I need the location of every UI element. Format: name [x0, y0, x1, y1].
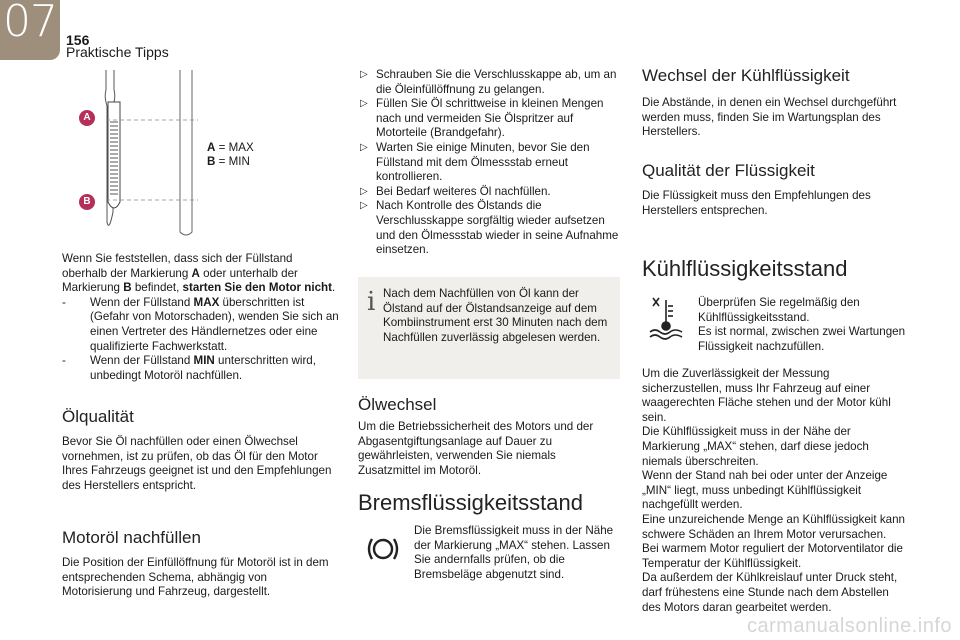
heading-oil-refill: Motoröl nachfüllen	[62, 528, 201, 547]
oil-change-text: Um die Betriebssicherheit des Motors und der Abgasentgiftungsanlage auf Dauer zu gewährleisten, verwenden Sie niemals Zusatzmittel im Motoröl.	[358, 420, 594, 477]
coolant-change-text: Die Abstände, in denen ein Wechsel durchgeführt werden muss, finden Sie im Wartungsplan des Herstellers.	[642, 96, 897, 139]
page-number: 156	[66, 32, 90, 48]
fluid-quality-text: Die Flüssigkeit muss den Empfehlungen des Herstellers entsprechen.	[642, 189, 871, 217]
paragraph: Die Kühlflüssigkeit muss in der Nähe der Markierung „MAX“ stehen, darf diese jedoch niemals überschreiten.	[642, 425, 869, 468]
watermark: carmanualsonline.info	[746, 615, 952, 637]
list-item: - Wenn der Füllstand MIN unterschritten wird, unbedingt Motoröl nachfüllen.	[62, 354, 316, 382]
paragraph: Da außerdem der Kühlkreislauf unter Druck steht, darf frühestens eine Stunde nach dem Abstellen des Motors daran gearbeitet werden.	[642, 571, 898, 614]
list-item: ▷ Füllen Sie Öl schrittweise in kleinen Mengen nach und vermeiden Sie Ölspritzer auf Motorteile (Brandgefahr).	[360, 97, 604, 140]
heading-fluid-quality: Qualität der Flüssigkeit	[642, 161, 815, 180]
paragraph: Bei warmem Motor reguliert der Motorventilator die Temperatur der Kühlflüssigkeit.	[642, 542, 903, 570]
list-item: ▷ Bei Bedarf weiteres Öl nachfüllen.	[360, 184, 551, 198]
paragraph: Wenn der Stand nah bei oder unter der Anzeige „MIN“ liegt, muss unbedingt Kühlflüssigkeit nachgefüllt werden.	[642, 469, 888, 512]
heading-brake-fluid: Bremsflüssigkeitsstand	[358, 490, 583, 515]
chapter-number: 07	[3, 0, 57, 47]
paragraph: Eine unzureichende Menge an Kühlflüssigkeit kann schwere Schäden an Ihrem Motor verursachen.	[642, 512, 905, 541]
legend-max: A = MAX	[207, 141, 254, 154]
list-item: ▷ Nach Kontrolle des Ölstands die Verschlusskappe sorgfältig wieder aufsetzen und den Ölmessstab wieder in seine Aufnahme einsetzen.	[360, 199, 619, 257]
brake-fluid-text: Die Bremsflüssigkeit muss in der Nähe der Markierung „MAX“ stehen. Lassen Sie andernfalls prüfen, ob die Bremsbeläge abgenutzt sind.	[414, 524, 614, 581]
list-item: ▷ Schrauben Sie die Verschlusskappe ab, um an die Öleinfüllöffnung zu gelangen.	[360, 68, 617, 96]
oil-quality-text: Bevor Sie Öl nachfüllen oder einen Ölwechsel vornehmen, ist zu prüfen, ob das Öl für den Motor Ihres Fahrzeugs geeignet ist und den Empfehlungen des Herstellers entspricht.	[62, 435, 332, 492]
info-text: Nach dem Nachfüllen von Öl kann der Ölstand auf der Ölstandsanzeige auf dem Kombiinstrument erst 30 Minuten nach dem Nachfüllen zuverlässig abgelesen werden.	[383, 287, 608, 344]
column-1	[62, 252, 340, 383]
legend-min: B = MIN	[207, 155, 250, 168]
coolant-icon-text: Überprüfen Sie regelmäßig den Kühlflüssigkeitsstand. Es ist normal, zwischen zwei Wartungen Flüssigkeit nachzufüllen.	[698, 296, 906, 353]
heading-oil-quality: Ölqualität	[62, 407, 134, 426]
refill-steps	[358, 68, 620, 258]
brake-fluid-icon	[364, 533, 402, 565]
heading-oil-change: Ölwechsel	[358, 395, 437, 414]
intro-paragraph: Wenn Sie feststellen, dass sich der Füllstand oberhalb der Markierung A oder unterhalb der Markierung B befindet, starten Sie den Motor nicht.	[62, 252, 336, 295]
list-item: - Wenn der Füllstand MAX überschritten ist (Gefahr von Motorschaden), wenden Sie sich an einen Vertreter des Händlernetzes oder eine qualifizierte Fachwerkstatt.	[62, 295, 339, 353]
coolant-level-paragraphs	[642, 367, 908, 615]
section-title: Praktische Tipps	[66, 44, 169, 60]
oil-refill-text: Die Position der Einfüllöffnung für Motoröl ist in dem entsprechenden Schema, abhängig von Motorisierung und Fahrzeug, dargestellt.	[62, 556, 329, 599]
level-warnings	[62, 296, 340, 384]
dipstick-illustration	[70, 62, 220, 242]
info-icon: i	[367, 287, 376, 317]
list-item: ▷ Warten Sie einige Minuten, bevor Sie den Füllstand mit dem Ölmessstab erneut kontrollieren.	[360, 140, 590, 184]
heading-coolant-level: Kühlflüssigkeitsstand	[642, 256, 848, 281]
coolant-temperature-icon	[646, 296, 686, 340]
paragraph: Um die Zuverlässigkeit der Messung sicherzustellen, muss Ihr Fahrzeug auf einer waagerechten Fläche stehen und der Motor kühl sein.	[642, 367, 891, 424]
marker-b-label: B	[83, 196, 91, 207]
heading-coolant-change: Wechsel der Kühlflüssigkeit	[642, 66, 850, 85]
marker-a-label: A	[83, 112, 91, 123]
